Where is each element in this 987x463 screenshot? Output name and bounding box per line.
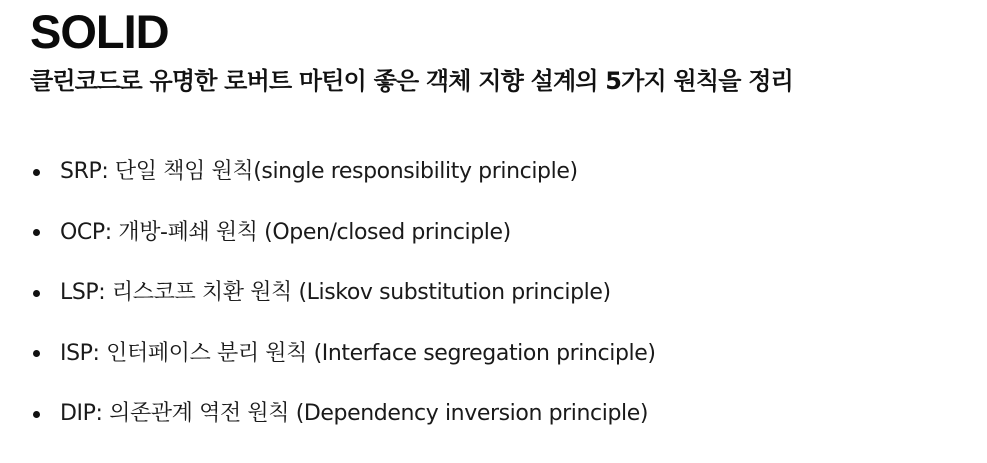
list-item — [30, 142, 656, 203]
list-item — [30, 324, 656, 385]
list-item-text: LSP: 리스코프 치환 원칙 (Liskov substitution principle) — [60, 280, 611, 306]
list-item-text: SRP: 단일 책임 원칙(single responsibility principle) — [60, 159, 578, 185]
list-item — [30, 384, 656, 445]
list-item-text: OCP: 개방-폐쇄 원칙 (Open/closed principle) — [60, 219, 511, 245]
slide-title: SOLID — [30, 5, 169, 58]
bullet-icon — [33, 411, 40, 418]
list-item-text: DIP: 의존관계 역전 원칙 (Dependency inversion principle) — [60, 401, 649, 427]
principles-list — [30, 142, 656, 445]
bullet-icon — [33, 229, 40, 236]
bullet-icon — [33, 290, 40, 297]
bullet-icon — [33, 169, 40, 176]
bullet-icon — [33, 350, 40, 357]
list-item-text: ISP: 인터페이스 분리 원칙 (Interface segregation principle) — [60, 340, 656, 366]
list-item — [30, 203, 656, 264]
slide-subtitle: 클린코드로 유명한 로버트 마틴이 좋은 객체 지향 설계의 5가지 원칙을 정리 — [30, 67, 793, 95]
list-item — [30, 263, 656, 324]
